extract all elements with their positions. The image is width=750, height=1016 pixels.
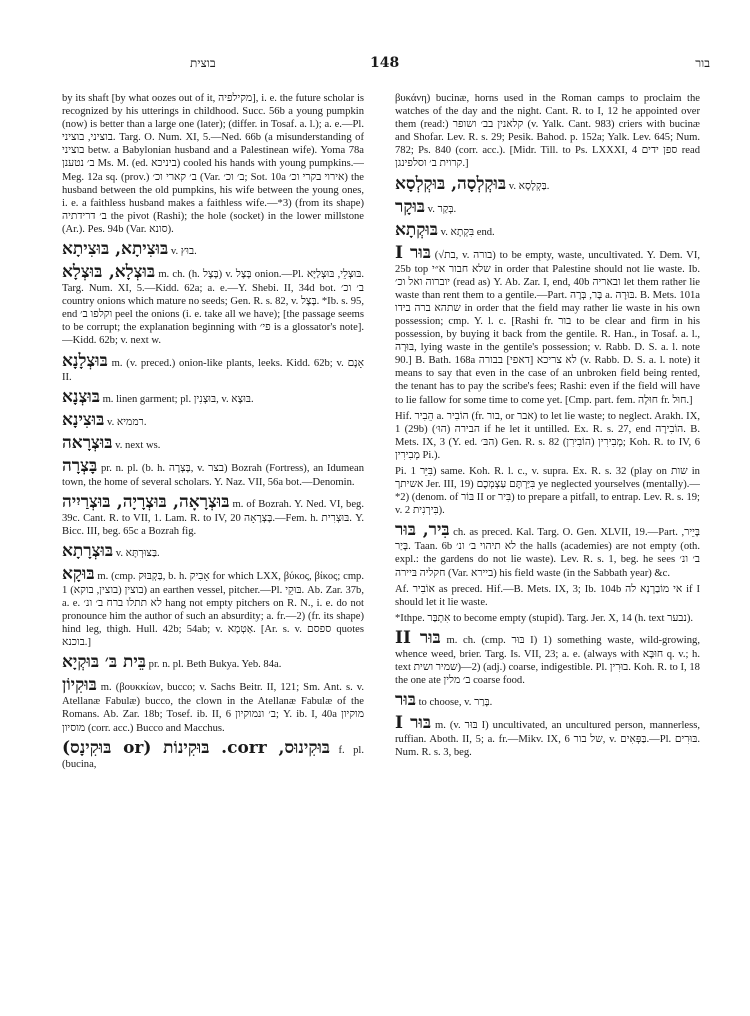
entry-headword: בּוּר I <box>395 713 432 734</box>
entry-headword: בּוּצְנָא <box>62 386 100 407</box>
dictionary-entry <box>62 564 364 649</box>
entry-text: f. pl. (bucina, <box>62 744 364 770</box>
dictionary-entry <box>395 174 700 194</box>
entry-text: m. linen garment; pl. בּוּצְנִין, v. בּוּצָא. <box>102 393 254 405</box>
entry-text: by its shaft [by what oozes out of it, מקילפיה], i. e. the future scholar is recognized by his utterings in childhood. Succ. 56b a young pumpkin (now) is better than a large one (later); (differ. in Tosaf. a. l.); a. e.—Pl. בוציני, בוציני. Targ. O. Num. XI, 5.—Ned. 66b (a misunderstanding of בוציני betw. a Babylonian husband and a Palestinean wife). Yoma 78a ב׳ נטענן Ms. M. (ed. ביניכא) cooled his hands with young pumpkins.—Meg. 12a sq. (prov.) ב׳ קארי וכ׳ (Var. ב׳ וכ׳; Sot. 10a אירוי בקרי וכ׳) the husband between the old pumpkins, his wife between the young ones, i. e. a faithless husband makes a faithless wife.—*3) (from its shape) ב׳ דרידתיה the pivot (Rashi); the hole (socket) in the lower millstone (Ar.). Pes. 94b (Var. סונא). <box>62 93 364 235</box>
dictionary-entry <box>395 628 700 687</box>
right-column <box>395 92 700 1004</box>
entry-headword: בּוּצְלָנָא <box>62 350 108 371</box>
entry-headword: בּוּר II <box>395 627 441 648</box>
dictionary-entry <box>62 239 364 259</box>
entry-text: m. (v. בּוּר I) uncultivated, an uncultured person, mannerless, ruffian. Aboth. II, 5; a. fr.—Mikv. IX, 6 של בור, v. בַּפְּאִים.—Pl. בּוּרִים. Num. R. s. 3, beg. <box>395 720 700 759</box>
dictionary-entry <box>62 387 364 407</box>
dictionary-entry <box>62 541 364 561</box>
dictionary-entry <box>395 410 700 462</box>
dictionary-entry <box>62 456 364 489</box>
entry-headword: בּוּקָר <box>395 196 425 217</box>
entry-text: m. ch. (h. בָּצָל) v. בָּצָל onion.—Pl. בּוּצְלֵי, בּוּצְלַיָּא. Targ. Num. XI, 5.—Kidd. 62a; a. e.—Y. Shebi. II, 34d bot. ב׳ וכ׳ country onions which mature no seeds; Gen. R. s. 82, v. בָּצָל. *Ib. s. 95, end וקלפו ב׳ peel the onions (i. e. take all we have); [the passage seems to be corrupt; the explanation beginning with פי׳ is a glossator's note].—Kidd. 62b; v. next w. <box>62 269 364 347</box>
dictionary-entry <box>62 675 364 734</box>
entry-text: Pi. בִּיֵּר 1) same. Koh. R. l. c., v. supra. Ex. R. s. 32 (play on שות in אשיתך Jer. III, 19) בִּיַּרְתֶּם עַצְמְכֶם ye neglected yourselves (mentally).—*2) (denom. of בּוֹר II or בִּיר) to prepare a pitfall, to entrap. Lev. R. s. 19; v. בִּירְנִית 2). <box>395 465 700 517</box>
entry-text: v. בַּצּוּרְתָּא. <box>115 547 160 559</box>
entry-headword: בּוּצִיתָא, בּוּצִיתָא <box>62 239 169 260</box>
entry-text: Af. אוֹבִיר as preced. Hif.—B. Mets. IX, 3; Ib. 104b אי מוֹבַרְנָא לה if I should let it lie waste. <box>395 583 700 608</box>
entry-headword: בּוּצְרָתָא <box>62 540 114 561</box>
dictionary-entry <box>62 351 364 384</box>
dictionary-entry <box>62 433 364 453</box>
entry-headword: בּוּקְלְסָה, בּוּקְלְסָא <box>395 173 507 194</box>
dictionary-entry <box>395 243 700 407</box>
entry-text: m. (cmp. בַּקְבּוּק, b. h. אָבִיק for which LXX, βύκος, βίκος; cmp. בוצין (בוצין, בוקא) 1) an earthen vessel, pitcher.—Pl. בּוּקֵי. Ab. Zar. 37b, a. e. לא תתלו ברח ב׳ ונ׳ hang not empty pitchers on R. N., i. e. do not pronounce him the author of such an absurdity; a. fr.—2) (fr. its shape) hind leg, thigh. Hull. 42b; 54ab; v. אַטְמָא. [Ar. s. v. ספסם quotes בוכנא.] <box>62 570 364 649</box>
entry-text: m. (βουκκίων, bucco; v. Sachs Beitr. II, 121; Sm. Ant. s. v. Atellanæ Fabulæ) bucco, the clown in the Atellanæ Fabulæ of the Romans. Ab. Zar. 18b; Tosef. ib. II, 6 ב׳ ונמוקיון; Y. ib. I, 40a מוקיון מוסיון (corr. acc.) Bucco and Macchus. <box>62 682 364 734</box>
entry-headword: בּוּצְלָא, בּוּצְלָא <box>62 262 156 283</box>
entry-headword: בּוּקָא <box>62 563 95 584</box>
entry-text: Hif. הֵבִיר a. הוֹבִיר (fr. בור, or אבר) to let lie waste; to neglect. Arakh. IX, 1 (29b) הבירה (הוּ׳) if he let it untilled. Ex. R. s. 27, end הוֹבִירָה. B. Mets. IX, 3 (Y. ed. הבּ׳) Gen. R. s. 82 מְבִירִין (הוֹבִירִן); Koh. R. to IV, 6 מְבִירִין Pi.). <box>395 410 700 461</box>
running-head-left: בוצית <box>190 56 216 70</box>
entry-text: v. בִּקְתָא end. <box>440 226 495 238</box>
entry-text: βυκάνη) bucinæ, horns used in the Roman camps to proclaim the watches of the day and the night. Cant. R. to I, 12 he appointed over them (read:) קלאנין בב׳ ושופר (v. Yalk. Cant. 983) criers with bucinæ and Shofar. Lev. R. s. 29; Pesik. Bahod. p. 152a; Yalk. Lev. 645; Num. 782; Ps. 840 (corr. acc.). [Midr. Till. to Ps. LXXXI, 4 ספן ידים read קרוית ב׳ וסלפינגן.] <box>395 93 700 170</box>
entry-text: v. בַּקְלָסָא. <box>508 180 550 192</box>
dictionary-entry <box>395 92 700 171</box>
dictionary-entry <box>395 612 700 625</box>
dictionary-entry <box>395 690 700 710</box>
dictionary-entry <box>62 738 364 771</box>
entry-headword: בּוּצְרָאה <box>62 432 113 453</box>
entry-text: m. (v. preced.) onion-like plants, leeks. Kidd. 62b; v. אָנָם II. <box>62 357 364 383</box>
entry-text: pr. n. pl. (b. h. בָּצְרָה, v. בצר) Bozrah (Fortress), an Idumean town, the home of several scholars. Y. Naz. VII, 56a bot.—Denomin. <box>62 462 364 488</box>
dictionary-entry <box>62 410 364 430</box>
entry-headword: בּוּצְרָאָה, בּוּצְרָיָה, בּוּצְרַיִיה <box>62 491 230 512</box>
dictionary-entry <box>395 520 700 579</box>
dictionary-entry <box>395 713 700 759</box>
left-column <box>62 92 364 1004</box>
entry-headword: בּוּקִיוֹן <box>62 675 97 696</box>
dictionary-entry <box>62 92 364 236</box>
entry-headword: בּוּקִינוּס, corr. בּוּקִינוֹת (or בּוּקִינָס) <box>62 737 331 758</box>
entry-text: *Ithpe. אִתְבַּר to become empty (stupid). Targ. Jer. X, 14 (h. text נבער). <box>395 612 694 624</box>
dictionary-entry <box>62 262 364 347</box>
entry-headword: בּוּקְתָא <box>395 219 438 240</box>
entry-text: to choose, v. בָּרַר. <box>418 697 493 709</box>
entry-text: v. רממיא. <box>107 416 147 428</box>
entry-headword: בּוּצִינָא <box>62 409 105 430</box>
dictionary-entry <box>62 652 364 672</box>
running-head-right: בור <box>695 56 710 70</box>
entry-text: v. next ws. <box>115 439 161 451</box>
entry-text: ch. as preced. Kal. Targ. O. Gen. XLVII, 19.—Part. בָּיֵיר, בָּיַר. Taan. 6b לא תיהוי ב׳ ונ׳ the halls (academies) are not empty (oth. expl.: the gardens do not lie waste). Lev. R. s. 1, beg. he sees ב׳ ונ׳ חקליה בּיירה (Var. ביירא) his field waste (in the Sabbath year) &c. <box>395 527 700 579</box>
entry-text: m. of Bozrah. Y. Ned. VI, beg. 39c. Cant. R. to VII, 1. Lam. R. to IV, 20 בָּצְרָאָה.—Fem. h. בּוּצְרִית. Y. Bicc. III, beg. 65c a Bozrah fig. <box>62 498 364 537</box>
page-number: 148 <box>370 55 400 71</box>
dictionary-entry <box>395 583 700 609</box>
dictionary-entry <box>395 197 700 217</box>
dictionary-entry <box>395 465 700 517</box>
entry-headword: בָּצְרָה <box>62 455 98 476</box>
dictionary-entry <box>62 492 364 538</box>
entry-text: pr. n. pl. Beth Bukya. Yeb. 84a. <box>148 659 282 671</box>
entry-headword: בִּיר, בּוּר <box>395 520 450 541</box>
entry-text: (√בת, v. בורה) to be empty, waste, uncultivated. Y. Dem. VI, 25b top שלא חבור א״י in order that Palestine should not lie waste. Ib. יוברוה ואל וכ׳ (read as) Y. Ab. Zar. I, end, 40b ובאריה let them rather lie waste than rent them to a gentile.—Part. בָּר, בְּרָה a. בּוּרָה. B. Mets. 101a שתהא ברה בידו in order that the field may rather lie waste in his own possession; cmp. Y. l. c. [Rashi fr. בור to be clear and firm in his possession, by buying it back from the gentile. R. Han., in Tosaf. a. l., בּוּרָה, lying waste in the gentile's possession; v. Rabb. D. S. a. l. note 90.] B. Bath. 168a לא צריכא [דאפי] בבורה (v. Rabb. D. S. a. l. note) it means to say that even in the case of an unbroken field being rented, the tenant has to pay the scribe's fees; Rashi: even if the field will have to lie fallow for some time to come yet. [Cmp. part. fem. חוּלָה fr. חוּל.] <box>395 249 700 406</box>
entry-text: m. ch. (cmp. בּוּר I) 1) something waste, wild-growing, whence weed, brier. Targ. Is. VII, 23; a. e. (always with חוּבָּא q. v.; h. text שמיר ושית)—2) (adj.) coarse, indigestible. Pl. בוּרִין. Koh. R. to I, 18 the one ate ב׳ מלין coarse food. <box>395 634 700 687</box>
entry-headword: בּוּר <box>395 690 416 711</box>
page-header <box>60 56 710 78</box>
entry-headword: בֵּית בּ׳ בּוּקְיָא <box>62 652 146 673</box>
entry-text: v. בוּץ. <box>170 246 197 258</box>
entry-text: v. בְּקַר. <box>427 203 457 215</box>
dictionary-entry <box>395 220 700 240</box>
entry-headword: בּוּר I <box>395 242 431 263</box>
